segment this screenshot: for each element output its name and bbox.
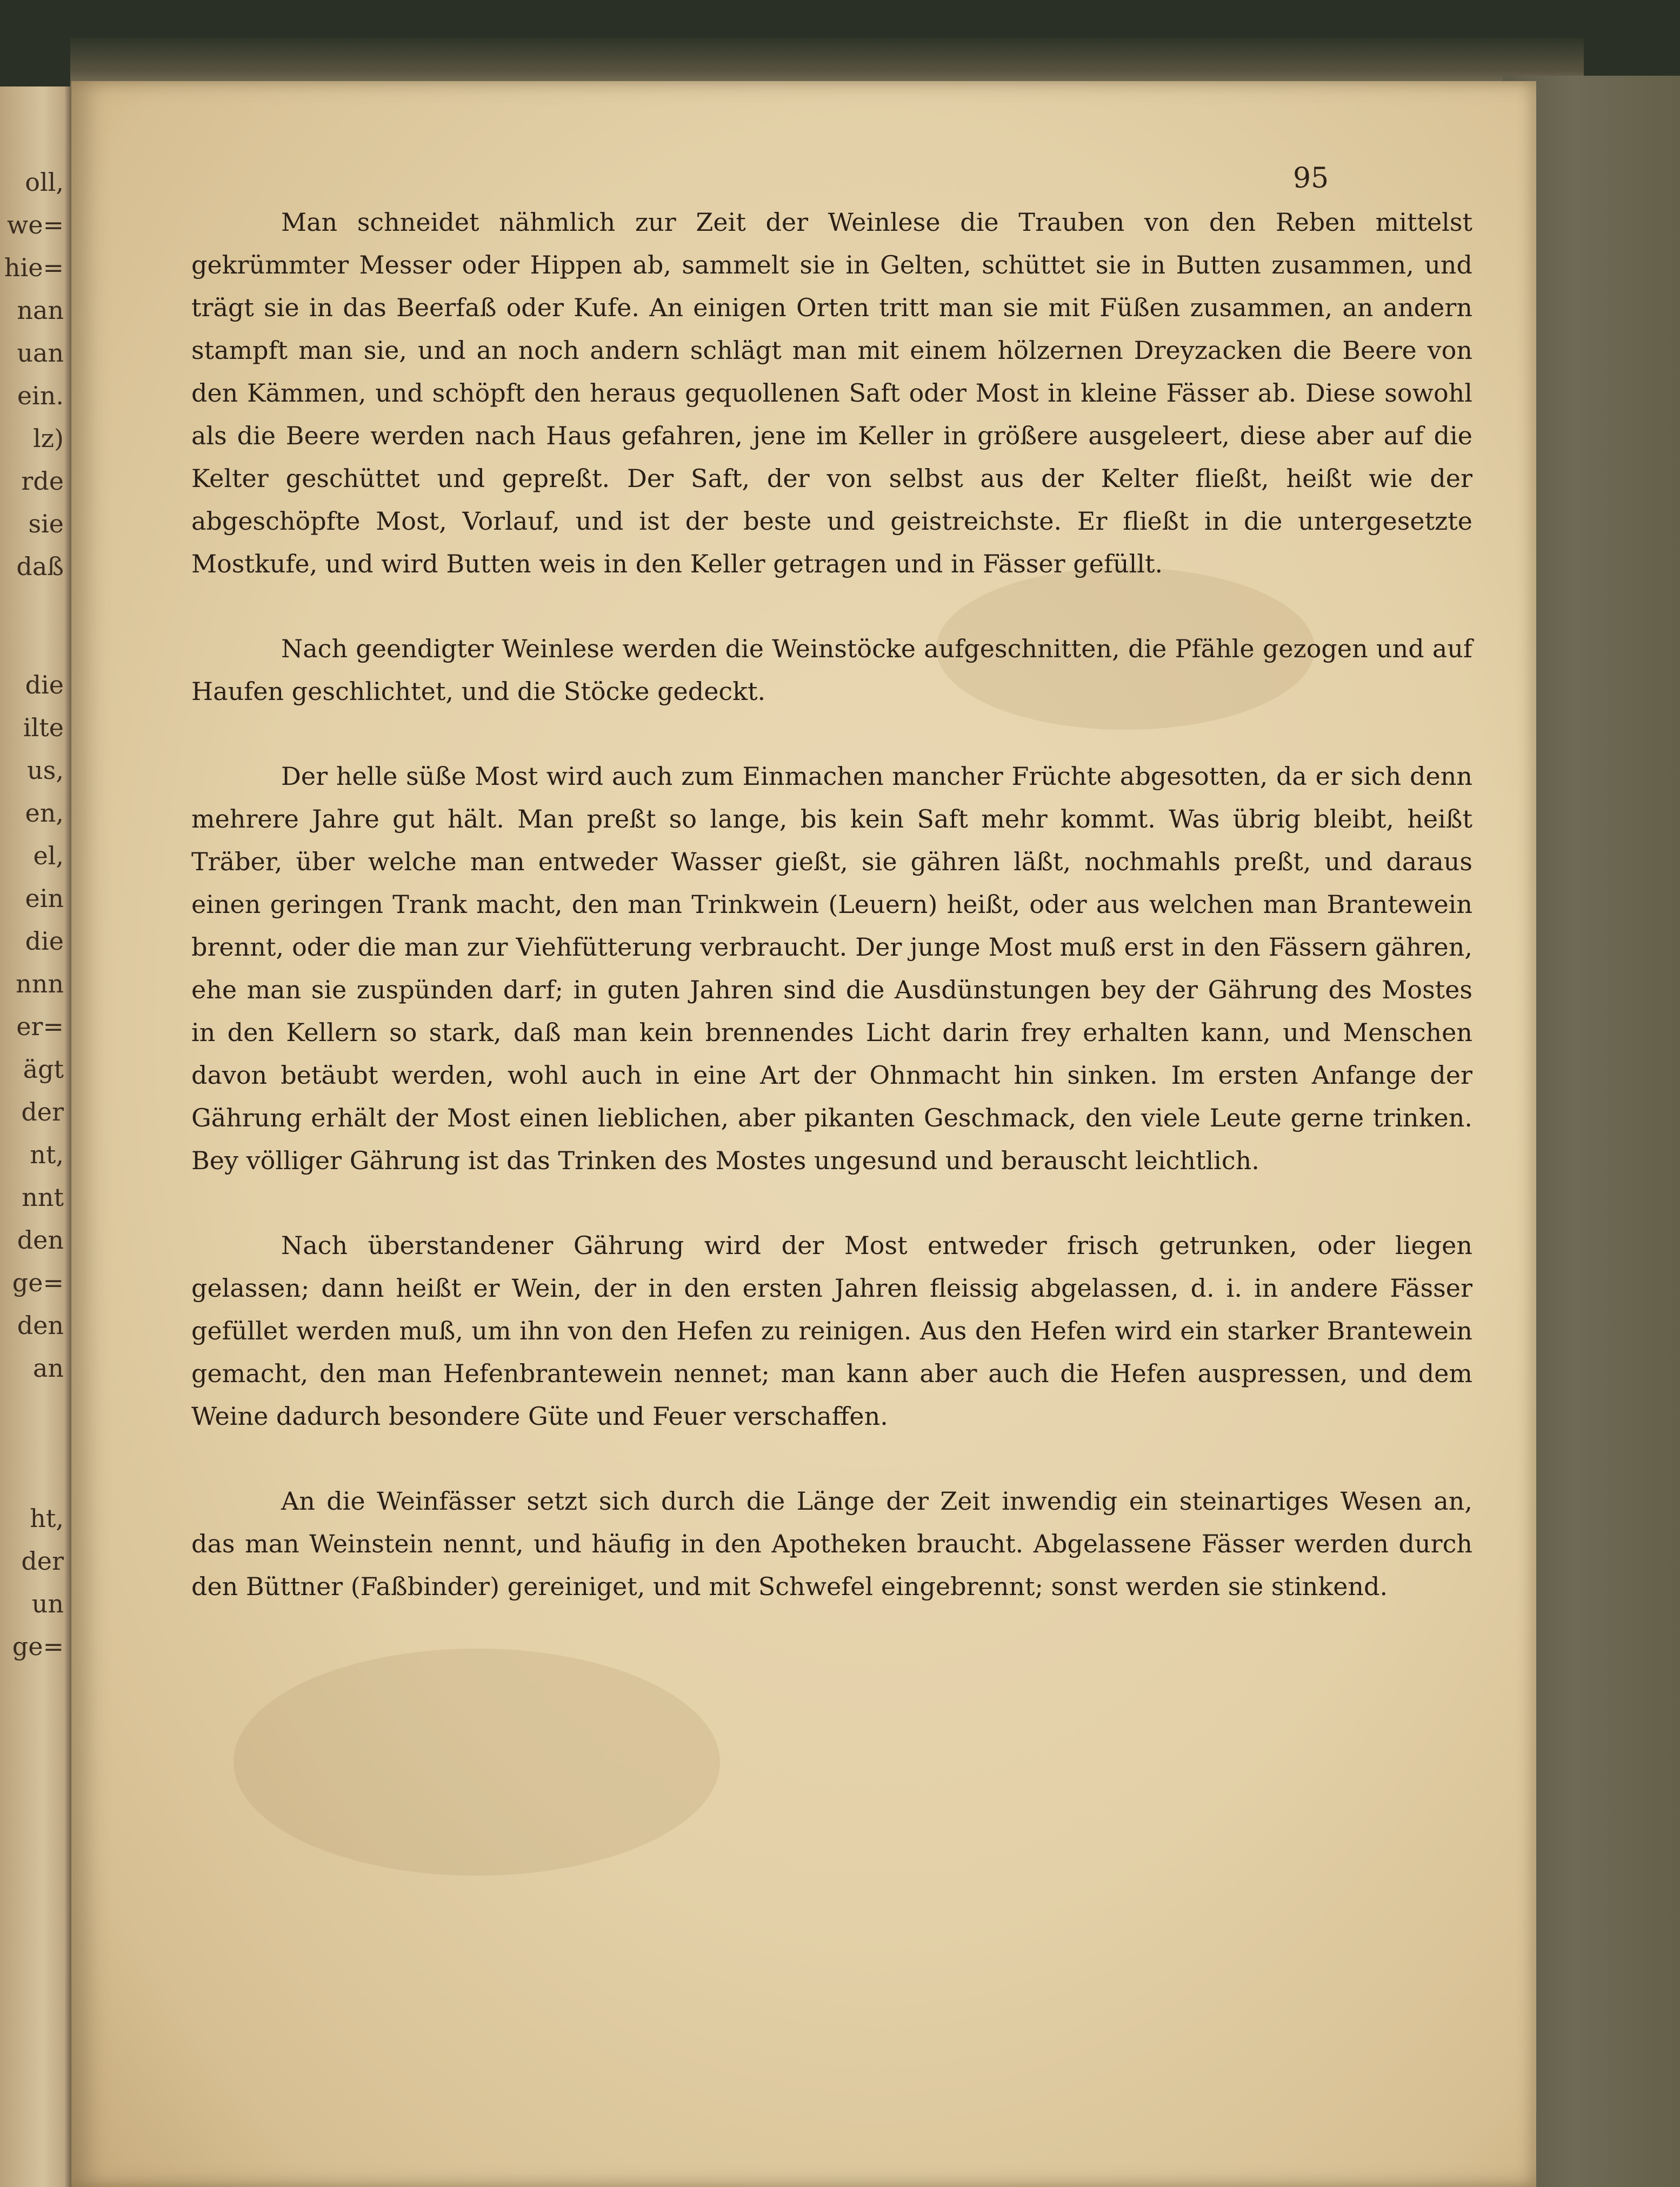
left-page-fragment: den (17, 1225, 64, 1255)
left-page-fragment: hie= (4, 253, 64, 282)
left-page-fragment: den (17, 1311, 64, 1340)
left-page-fragment: ge= (12, 1632, 64, 1661)
left-page-fragment: ein (25, 884, 64, 913)
left-page-fragment: us, (27, 756, 64, 785)
paragraph-1: Man schneidet nähmlich zur Zeit der Weinlese die Trauben von den Reben mittelst gekrümmter Messer oder Hippen ab, sammelt sie in Gelten, schüttet sie in Butten zusammen, und trägt sie in das Beerfaß oder Kufe. An einigen Orten tritt man sie mit Füßen zusammen, an andern stampft man sie, und an noch andern schlägt man mit einem hölzernen Dreyzacken die Beere von den Kämmen, und schöpft den heraus gequollenen Saft oder Most in kleine Fässer ab. Diese sowohl als die Beere werden nach Haus gefahren, jene im Keller in größere ausgeleert, diese aber auf die Kelter geschüttet und gepreßt. Der Saft, der von selbst aus der Kelter fließt, heißt wie der abgeschöpfte Most, Vorlauf, und ist der beste und geistreichste. Er fließt in die untergesetzte Mostkufe, und wird Butten weis in den Keller getragen und in Fässer gefüllt. (191, 208, 1472, 578)
left-page-fragment: ein. (17, 381, 64, 410)
left-page-fragment: der (21, 1097, 64, 1126)
left-page-fragment: die (25, 670, 64, 699)
left-page-fragment: die (25, 926, 64, 956)
left-page-fragment: rde (21, 466, 64, 496)
body-text (191, 201, 1472, 1608)
left-page-edge (0, 86, 71, 2187)
left-page-line-fragments (0, 86, 65, 2187)
left-page-fragment: el, (33, 841, 64, 870)
left-page-fragment: oll, (25, 168, 64, 197)
paragraph-3: Der helle süße Most wird auch zum Einmachen mancher Früchte abgesotten, da er sich denn mehrere Jahre gut hält. Man preßt so lange, bis kein Saft mehr kommt. Was übrig bleibt, heißt Träber, über welche man entweder Wasser gießt, sie gähren läßt, nochmahls preßt, und daraus einen geringen Trank macht, den man Trinkwein (Leuern) heißt, oder aus welchen man Brantewein brennt, oder die man zur Viehfütterung verbraucht. Der junge Most muß erst in den Fässern gähren, ehe man sie zuspünden darf; in guten Jahren sind die Ausdünstungen bey der Gährung des Mostes in den Kellern so stark, daß man kein brennendes Licht darin frey erhalten kann, und Menschen davon betäubt werden, wohl auch in eine Art der Ohnmacht hin sinken. Im ersten Anfange der Gährung erhält der Most einen lieblichen, aber pikanten Geschmack, den viele Leute gerne trinken. Bey völliger Gährung ist das Trinken des Mostes ungesund und berauscht leichtlich. (191, 762, 1472, 1175)
left-page-fragment: an (32, 1353, 64, 1383)
left-page-fragment: er= (16, 1012, 64, 1041)
left-page-fragment: nan (17, 296, 64, 325)
left-page-fragment: nt, (30, 1140, 64, 1169)
paragraph-5: An die Weinfässer setzt sich durch die Länge der Zeit inwendig ein steinartiges Wesen an, das man Weinstein nennt, und häufig in den Apotheken braucht. Abgelassene Fässer werden durch den Büttner (Faßbinder) gereiniget, und mit Schwefel eingebrennt; sonst werden sie stinkend. (191, 1486, 1472, 1601)
left-page-fragment: ägt (23, 1055, 64, 1084)
left-page-fragment: ilte (23, 713, 64, 742)
left-page-fragment: der (21, 1546, 64, 1576)
left-page-fragment: nnn (16, 969, 64, 998)
left-page-fragment: daß (16, 552, 64, 581)
left-page-fragment: nnt (22, 1183, 64, 1212)
paragraph-2: Nach geendigter Weinlese werden die Weinstöcke aufgeschnitten, die Pfähle gezogen und auf Haufen geschlichtet, und die Stöcke gedeckt. (191, 634, 1472, 706)
page-number: 95 (1293, 162, 1329, 195)
left-page-fragment: un (31, 1589, 64, 1618)
left-page-fragment: ht, (30, 1504, 64, 1533)
left-page-fragment: we= (6, 210, 64, 239)
left-page-fragment: sie (28, 509, 64, 538)
paragraph-4: Nach überstandener Gährung wird der Most entweder frisch getrunken, oder liegen gelassen; dann heißt er Wein, der in den ersten Jahren fleissig abgelassen, d. i. in andere Fässer gefüllet werden muß, um ihn von den Hefen zu reinigen. Aus den Hefen wird ein starker Brantewein gemacht, den man Hefenbrantewein nennet; man kann aber auch die Hefen auspressen, und dem Weine dadurch besondere Güte und Feuer verschaffen. (191, 1231, 1472, 1431)
left-page-fragment: ge= (12, 1268, 64, 1297)
paper-stain (234, 1649, 720, 1876)
right-page (71, 81, 1536, 2187)
left-page-fragment: en, (25, 798, 64, 828)
left-page-fragment: uan (17, 338, 64, 368)
left-page-fragment: lz) (33, 424, 64, 453)
